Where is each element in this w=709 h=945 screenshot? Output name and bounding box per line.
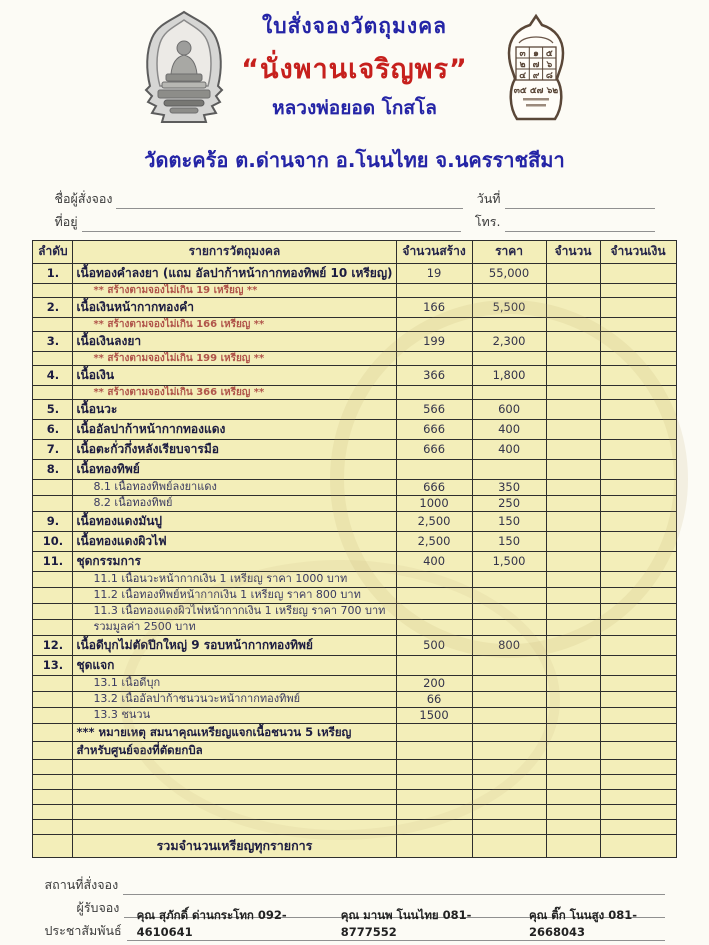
table-empty-row (33, 775, 676, 790)
cell-amt (600, 588, 676, 604)
table-item-row (33, 284, 676, 298)
cell-no (33, 588, 73, 604)
cell-qty (546, 440, 600, 460)
cell-amt (600, 512, 676, 532)
header (0, 0, 709, 142)
cell-no: 1. (33, 264, 73, 284)
col-header-item: รายการวัตถุมงคล (73, 241, 396, 264)
cell-amt (600, 532, 676, 552)
cell-made: 199 (396, 332, 472, 352)
cell-desc: ** สร้างตามจองไม่เกิน 166 เหรียญ ** (73, 318, 396, 332)
cell-made (396, 284, 472, 298)
cell-qty (546, 264, 600, 284)
cell-made (396, 656, 472, 676)
cell-amt (600, 656, 676, 676)
cell-desc: เนื้อนวะ (73, 400, 396, 420)
cell-amt (600, 440, 676, 460)
table-item-row (33, 552, 676, 572)
cell-amt (600, 318, 676, 332)
cell-no: 6. (33, 420, 73, 440)
cell-qty (546, 708, 600, 724)
cell-amt (600, 760, 676, 775)
cell-amt (600, 400, 676, 420)
cell-price (472, 692, 546, 708)
cell-desc: สำหรับศูนย์จองที่ตัดยกบิล (73, 742, 396, 760)
yantra-stamp (493, 13, 579, 135)
svg-text:๕: ๕ (545, 49, 553, 59)
cell-amt (600, 480, 676, 496)
cell-qty (546, 532, 600, 552)
cell-amt (600, 742, 676, 760)
receiver-label: ผู้รับจอง (76, 900, 120, 915)
cell-qty (546, 400, 600, 420)
cell-made (396, 835, 472, 858)
cell-amt (600, 692, 676, 708)
cell-no (33, 835, 73, 858)
cell-desc (73, 760, 396, 775)
cell-price (472, 676, 546, 692)
table-item-row (33, 440, 676, 460)
cell-desc: 8.2 เนื้อทองทิพย์ (73, 496, 396, 512)
cell-desc: ** สร้างตามจองไม่เกิน 199 เหรียญ ** (73, 352, 396, 366)
temple-address: วัดตะคร้อ ต.ด่านจาก อ.โนนไทย จ.นครราชสีมา (144, 148, 565, 172)
address-label: ที่อยู่ (54, 214, 78, 229)
table-item-row (33, 400, 676, 420)
cell-amt (600, 620, 676, 636)
address-field (82, 215, 461, 232)
cell-qty (546, 775, 600, 790)
cell-made: 500 (396, 636, 472, 656)
cell-price (472, 656, 546, 676)
cell-no: 12. (33, 636, 73, 656)
col-header-amount: จำนวนเงิน (600, 241, 676, 264)
cell-qty (546, 588, 600, 604)
amulet-series-title: “นั่งพานเจริญพร” (241, 54, 468, 85)
cell-amt (600, 284, 676, 298)
cell-made: 200 (396, 676, 472, 692)
cell-price: 800 (472, 636, 546, 656)
cell-made: 566 (396, 400, 472, 420)
cell-made: 666 (396, 420, 472, 440)
orderer-name-label: ชื่อผู้สั่งจอง (54, 191, 113, 206)
table-item-row (33, 512, 676, 532)
cell-price (472, 620, 546, 636)
order-place-field (123, 877, 664, 895)
cell-amt (600, 572, 676, 588)
cell-amt (600, 460, 676, 480)
cell-no (33, 708, 73, 724)
cell-price (472, 284, 546, 298)
svg-text:๓๕ ๕๗ ๖๒: ๓๕ ๕๗ ๖๒ (513, 86, 559, 96)
cell-price: 1,800 (472, 366, 546, 386)
phone-label: โทร. (474, 214, 501, 229)
cell-made: 2,500 (396, 512, 472, 532)
cell-qty (546, 820, 600, 835)
cell-price: 600 (472, 400, 546, 420)
cell-price (472, 588, 546, 604)
cell-price: 150 (472, 532, 546, 552)
cell-made: 19 (396, 264, 472, 284)
cell-made: 2,500 (396, 532, 472, 552)
cell-desc (73, 790, 396, 805)
cell-desc: เนื้อทองคำลงยา (แถม อัลปาก้าหน้ากากทองทิพย์ 10 เหรียญ) (73, 264, 396, 284)
cell-no (33, 760, 73, 775)
order-place-label: สถานที่สั่งจอง (44, 877, 119, 892)
cell-amt (600, 636, 676, 656)
table-item-row (33, 742, 676, 760)
table-item-row (33, 496, 676, 512)
cell-desc: รวมมูลค่า 2500 บาท (73, 620, 396, 636)
cell-made (396, 588, 472, 604)
cell-made: 366 (396, 366, 472, 386)
cell-price: 2,300 (472, 332, 546, 352)
cell-qty (546, 512, 600, 532)
cell-made (396, 805, 472, 820)
cell-price (472, 835, 546, 858)
table-item-row (33, 708, 676, 724)
cell-qty (546, 552, 600, 572)
cell-price: 1,500 (472, 552, 546, 572)
pr-contact: คุณ มานพ โนนไทย 081-8777552 (340, 908, 472, 939)
table-item-row (33, 352, 676, 366)
cell-desc: 13.2 เนื้ออัลปาก้าชนวนวะหน้ากากทองทิพย์ (73, 692, 396, 708)
cell-made: 666 (396, 480, 472, 496)
cell-desc: 11.3 เนื้อทองแดงผิวไฟหน้ากากเงิน 1 เหรียญ ราคา 700 บาท (73, 604, 396, 620)
cell-made (396, 820, 472, 835)
pr-contacts-line (127, 908, 665, 941)
cell-desc (73, 820, 396, 835)
pr-contact: คุณ สุภักดิ์ ด่านกระโทก 092-4610641 (136, 908, 287, 939)
cell-made (396, 775, 472, 790)
cell-no (33, 742, 73, 760)
cell-made (396, 790, 472, 805)
cell-qty (546, 760, 600, 775)
cell-price (472, 708, 546, 724)
cell-no (33, 572, 73, 588)
cell-desc: 13.3 ชนวน (73, 708, 396, 724)
cell-no (33, 604, 73, 620)
cell-no: 10. (33, 532, 73, 552)
table-item-row (33, 532, 676, 552)
phone-field (505, 215, 655, 232)
col-header-price: ราคา (472, 241, 546, 264)
cell-made (396, 386, 472, 400)
cell-desc: ** สร้างตามจองไม่เกิน 19 เหรียญ ** (73, 284, 396, 298)
table-item-row (33, 420, 676, 440)
cell-qty (546, 318, 600, 332)
cell-no (33, 805, 73, 820)
col-header-index: ลำดับ (33, 241, 73, 264)
cell-price (472, 572, 546, 588)
cell-desc: ชุดแจก (73, 656, 396, 676)
cell-price: 150 (472, 512, 546, 532)
table-item-row (33, 264, 676, 284)
cell-amt (600, 366, 676, 386)
cell-desc: เนื้อตะกั่วกึ่งหลังเรียบจารมือ (73, 440, 396, 460)
cell-made (396, 572, 472, 588)
cell-desc: เนื้อเงิน (73, 366, 396, 386)
cell-qty (546, 386, 600, 400)
amulet-order-table (32, 240, 676, 858)
cell-price: 55,000 (472, 264, 546, 284)
pr-contact: คุณ ติ๊ก โนนสูง 081-2668043 (528, 908, 638, 939)
cell-made (396, 318, 472, 332)
table-item-row (33, 724, 676, 742)
table-item-row (33, 298, 676, 318)
cell-no (33, 775, 73, 790)
cell-desc: เนื้อดีบุกไม่ตัดปีกใหญ่ 9 รอบหน้ากากทองทิพย์ (73, 636, 396, 656)
cell-qty (546, 742, 600, 760)
svg-text:๑: ๑ (533, 49, 539, 59)
cell-desc: ** สร้างตามจองไม่เกิน 366 เหรียญ ** (73, 386, 396, 400)
cell-made: 400 (396, 552, 472, 572)
date-field (505, 192, 655, 209)
cell-made: 666 (396, 440, 472, 460)
cell-made (396, 760, 472, 775)
cell-desc (73, 805, 396, 820)
cell-price (472, 760, 546, 775)
cell-made: 1500 (396, 708, 472, 724)
cell-no (33, 386, 73, 400)
cell-qty (546, 656, 600, 676)
cell-amt (600, 386, 676, 400)
cell-no: 13. (33, 656, 73, 676)
cell-no (33, 724, 73, 742)
cell-made (396, 460, 472, 480)
table-empty-row (33, 820, 676, 835)
table-item-row (33, 572, 676, 588)
cell-no: 9. (33, 512, 73, 532)
cell-price (472, 604, 546, 620)
table-item-row (33, 656, 676, 676)
cell-price (472, 805, 546, 820)
cell-no (33, 676, 73, 692)
order-info-fields (55, 186, 655, 232)
cell-amt (600, 835, 676, 858)
cell-no: 2. (33, 298, 73, 318)
cell-amt (600, 352, 676, 366)
pr-label: ประชาสัมพันธ์ (44, 923, 122, 938)
cell-price (472, 352, 546, 366)
table-total-row (33, 835, 676, 858)
cell-qty (546, 835, 600, 858)
cell-amt (600, 552, 676, 572)
cell-qty (546, 572, 600, 588)
cell-desc: เนื้อทองทิพย์ (73, 460, 396, 480)
temple-amulet-logo (138, 10, 230, 136)
cell-no (33, 352, 73, 366)
cell-amt (600, 298, 676, 318)
cell-price (472, 318, 546, 332)
cell-price (472, 775, 546, 790)
cell-no (33, 820, 73, 835)
yantra-seal-icon (493, 13, 579, 131)
cell-qty (546, 676, 600, 692)
cell-desc: เนื้อทองแดงผิวไฟ (73, 532, 396, 552)
cell-desc: 11.1 เนื้อนวะหน้ากากเงิน 1 เหรียญ ราคา 1000 บาท (73, 572, 396, 588)
cell-price (472, 790, 546, 805)
cell-qty (546, 496, 600, 512)
cell-made: 166 (396, 298, 472, 318)
cell-amt (600, 820, 676, 835)
cell-no: 4. (33, 366, 73, 386)
cell-desc: *** หมายเหตุ สมนาคุณเหรียญแจกเนื้อชนวน 5 เหรียญ (73, 724, 396, 742)
table-item-row (33, 460, 676, 480)
cell-qty (546, 298, 600, 318)
svg-text:๘: ๘ (545, 71, 553, 81)
cell-made (396, 724, 472, 742)
cell-made (396, 604, 472, 620)
cell-made (396, 620, 472, 636)
cell-price (472, 742, 546, 760)
cell-made (396, 742, 472, 760)
col-header-made: จำนวนสร้าง (396, 241, 472, 264)
cell-no (33, 790, 73, 805)
svg-text:๒: ๒ (519, 60, 526, 70)
cell-amt (600, 496, 676, 512)
monk-name: หลวงพ่อยอด โกสโล (272, 97, 437, 119)
cell-price: 5,500 (472, 298, 546, 318)
footer (45, 872, 665, 941)
cell-no: 5. (33, 400, 73, 420)
table-item-row (33, 676, 676, 692)
cell-made (396, 352, 472, 366)
cell-amt (600, 708, 676, 724)
cell-price: 400 (472, 420, 546, 440)
table-empty-row (33, 790, 676, 805)
cell-qty (546, 460, 600, 480)
cell-qty (546, 790, 600, 805)
cell-amt (600, 676, 676, 692)
cell-no: 11. (33, 552, 73, 572)
cell-price (472, 724, 546, 742)
cell-qty (546, 352, 600, 366)
svg-text:๖: ๖ (546, 60, 553, 70)
table-header-row (33, 241, 676, 264)
orderer-name-field (116, 192, 462, 209)
cell-no (33, 480, 73, 496)
table-item-row (33, 386, 676, 400)
cell-amt (600, 790, 676, 805)
cell-price: 250 (472, 496, 546, 512)
table-item-row (33, 318, 676, 332)
cell-desc: 13.1 เนื้อดีบุก (73, 676, 396, 692)
cell-desc (73, 775, 396, 790)
cell-price: 400 (472, 440, 546, 460)
table-item-row (33, 636, 676, 656)
cell-qty (546, 366, 600, 386)
cell-desc: เนื้ออัลปาก้าหน้ากากทองแดง (73, 420, 396, 440)
buddha-amulet-icon (138, 10, 230, 132)
cell-qty (546, 620, 600, 636)
cell-qty (546, 604, 600, 620)
cell-amt (600, 604, 676, 620)
cell-amt (600, 332, 676, 352)
col-header-qty: จำนวน (546, 241, 600, 264)
form-title: ใบสั่งจองวัตถุมงคล (262, 14, 447, 38)
cell-no (33, 692, 73, 708)
cell-desc: เนื้อเงินหน้ากากทองคำ (73, 298, 396, 318)
cell-qty (546, 636, 600, 656)
cell-qty (546, 692, 600, 708)
cell-no (33, 318, 73, 332)
cell-desc: ชุดกรรมการ (73, 552, 396, 572)
svg-text:๔: ๔ (519, 71, 527, 81)
cell-no (33, 620, 73, 636)
table-item-row (33, 620, 676, 636)
table-item-row (33, 332, 676, 352)
cell-amt (600, 420, 676, 440)
svg-text:๗: ๗ (532, 60, 540, 70)
cell-made: 66 (396, 692, 472, 708)
cell-price (472, 820, 546, 835)
cell-desc: รวมจำนวนเหรียญทุกรายการ (73, 835, 396, 858)
cell-qty (546, 724, 600, 742)
cell-price (472, 386, 546, 400)
cell-desc: เนื้อเงินลงยา (73, 332, 396, 352)
cell-price: 350 (472, 480, 546, 496)
cell-price (472, 460, 546, 480)
cell-amt (600, 264, 676, 284)
cell-desc: 11.2 เนื้อทองทิพย์หน้ากากเงิน 1 เหรียญ ราคา 800 บาท (73, 588, 396, 604)
cell-qty (546, 332, 600, 352)
svg-text:๙: ๙ (532, 71, 540, 81)
svg-text:๓: ๓ (519, 49, 526, 59)
cell-made: 1000 (396, 496, 472, 512)
cell-amt (600, 724, 676, 742)
cell-no: 3. (33, 332, 73, 352)
cell-desc: 8.1 เนื้อทองทิพย์ลงยาแดง (73, 480, 396, 496)
table-item-row (33, 604, 676, 620)
cell-no (33, 496, 73, 512)
table-item-row (33, 366, 676, 386)
cell-desc: เนื้อทองแดงมันปู (73, 512, 396, 532)
cell-qty (546, 420, 600, 440)
table-item-row (33, 692, 676, 708)
cell-amt (600, 775, 676, 790)
date-label: วันที่ (476, 191, 501, 206)
cell-no (33, 284, 73, 298)
table-item-row (33, 588, 676, 604)
cell-no: 8. (33, 460, 73, 480)
table-item-row (33, 480, 676, 496)
cell-qty (546, 284, 600, 298)
cell-no: 7. (33, 440, 73, 460)
cell-amt (600, 805, 676, 820)
table-empty-row (33, 805, 676, 820)
cell-qty (546, 480, 600, 496)
table-empty-row (33, 760, 676, 775)
cell-qty (546, 805, 600, 820)
